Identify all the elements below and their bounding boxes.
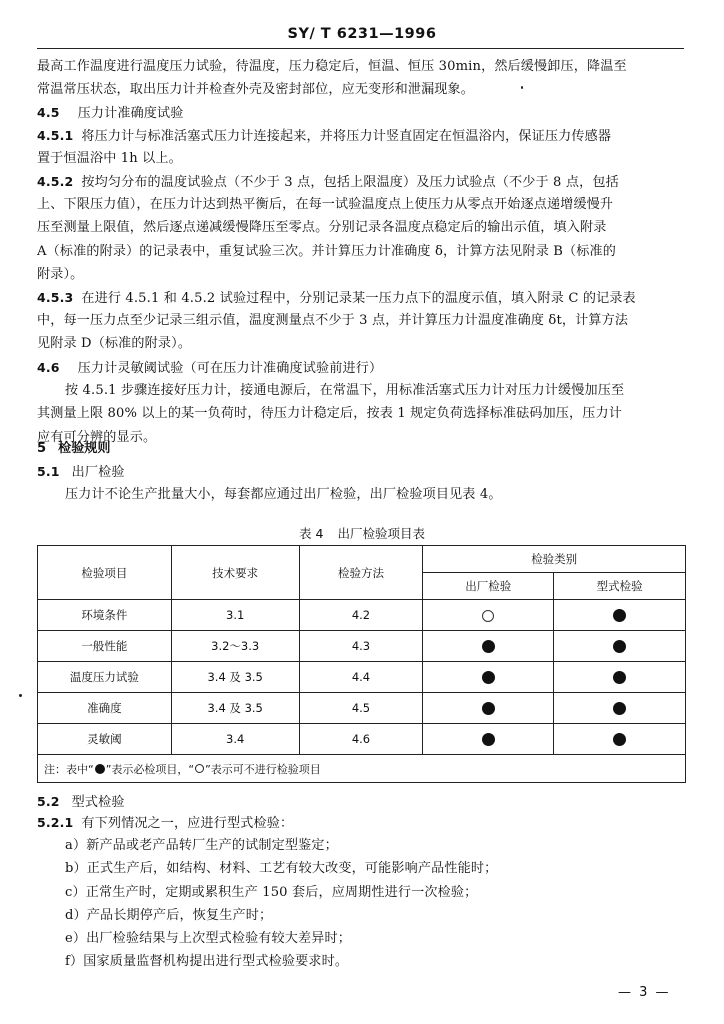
header-method: 检验方法 bbox=[299, 546, 423, 600]
text-line: 在进行 4.5.1 和 4.5.2 试验过程中，分别记录某一压力点下的温度示值，填入附录 C 的记录表 bbox=[81, 291, 636, 306]
cell-requirement: 3.1 bbox=[171, 600, 299, 631]
clause-number: 4.5.2 bbox=[37, 174, 74, 189]
table-caption bbox=[0, 524, 724, 542]
text-line: 上、下限压力值），在压力计达到热平衡后，在每一试验温度点上使压力从零点开始逐点递增缓慢升 bbox=[37, 197, 614, 213]
clause-4-5-3 bbox=[37, 286, 684, 356]
text-line: 应有可分辨的显示。 bbox=[37, 429, 157, 445]
cell-requirement: 3.2～3.3 bbox=[171, 631, 299, 662]
list-item: c）正常生产时，定期或累积生产 150 套后，应周期性进行一次检验； bbox=[65, 884, 478, 900]
required-dot-icon bbox=[613, 640, 626, 653]
header-type-inspection: 型式检验 bbox=[554, 573, 686, 600]
table-row bbox=[38, 693, 686, 724]
header-factory-inspection: 出厂检验 bbox=[423, 573, 554, 600]
cell-method: 4.5 bbox=[299, 693, 423, 724]
cell-type bbox=[554, 724, 686, 755]
list-item: e）出厂检验结果与上次型式检验有较大差异时； bbox=[65, 930, 352, 946]
note-text: 注：表中“ bbox=[44, 762, 94, 776]
section-number: 5.1 bbox=[37, 464, 60, 479]
cell-factory bbox=[423, 600, 554, 631]
clause-number: 4.5.3 bbox=[37, 290, 74, 305]
cell-type bbox=[554, 631, 686, 662]
text-line: 压力计不论生产批量大小，每套都应通过出厂检验，出厂检验项目见表 4。 bbox=[65, 487, 502, 503]
cell-type bbox=[554, 600, 686, 631]
cell-factory bbox=[423, 693, 554, 724]
cell-item: 准确度 bbox=[38, 693, 172, 724]
chapter-number: 5 bbox=[37, 441, 47, 456]
section-number: 4.5 bbox=[37, 105, 60, 120]
text-line: 附录）。 bbox=[37, 266, 84, 282]
table-number: 表 4 bbox=[299, 526, 324, 541]
table-row bbox=[38, 662, 686, 693]
clause-4-5-2 bbox=[37, 170, 684, 286]
chapter-5-heading bbox=[37, 437, 111, 456]
list-item: d）产品长期停产后，恢复生产时； bbox=[65, 907, 273, 923]
required-dot-icon bbox=[613, 733, 626, 746]
text-line: 将压力计与标准活塞式压力计连接起来，并将压力计竖直固定在恒温浴内，保证压力传感器 bbox=[81, 129, 612, 144]
cell-factory bbox=[423, 662, 554, 693]
text-line: 其测量上限 80% 以上的某一负荷时，待压力计稳定后，按表 1 规定负荷选择标准砝码加压，压力计 bbox=[37, 406, 623, 422]
chapter-title: 检验规则 bbox=[58, 441, 111, 456]
header-category: 检验类别 bbox=[423, 546, 686, 573]
header-requirement: 技术要求 bbox=[171, 546, 299, 600]
cell-method: 4.4 bbox=[299, 662, 423, 693]
table-row bbox=[38, 724, 686, 755]
text-line: 按 4.5.1 步骤连接好压力计，接通电源后，在常温下，用标准活塞式压力计对压力计缓慢加压至 bbox=[65, 383, 625, 399]
required-dot-icon bbox=[95, 764, 105, 774]
section-title: 压力计准确度试验 bbox=[77, 106, 184, 121]
clause-5-2-1 bbox=[37, 811, 684, 973]
text-line: 有下列情况之一，应进行型式检验： bbox=[81, 816, 294, 831]
cell-method: 4.2 bbox=[299, 600, 423, 631]
table-row bbox=[38, 600, 686, 631]
cell-requirement: 3.4 及 3.5 bbox=[171, 693, 299, 724]
inspection-items-table bbox=[37, 545, 686, 783]
table-note-row bbox=[38, 755, 686, 783]
section-number: 4.6 bbox=[37, 360, 60, 375]
text-line: 置于恒温浴中 1h 以上。 bbox=[37, 151, 182, 167]
cell-requirement: 3.4 bbox=[171, 724, 299, 755]
text-line: 见附录 D（标准的附录）。 bbox=[37, 336, 192, 352]
cell-type bbox=[554, 693, 686, 724]
cell-item: 环境条件 bbox=[38, 600, 172, 631]
required-dot-icon bbox=[482, 671, 495, 684]
section-title: 型式检验 bbox=[71, 795, 125, 810]
text-line: 中，每一压力点至少记录三组示值，温度测量点不少于 3 点，并计算压力计温度准确度 δt，计算方法 bbox=[37, 313, 629, 329]
scan-speck bbox=[521, 86, 523, 89]
cell-item: 温度压力试验 bbox=[38, 662, 172, 693]
required-dot-icon bbox=[482, 640, 495, 653]
text-line: 按均匀分布的温度试验点（不少于 3 点，包括上限温度）及压力试验点（不少于 8 点，包括 bbox=[81, 175, 619, 190]
optional-circle-icon bbox=[482, 610, 494, 622]
cell-method: 4.3 bbox=[299, 631, 423, 662]
list-item: a）新产品或老产品转厂生产的试制定型鉴定； bbox=[65, 838, 338, 854]
section-4-6 bbox=[37, 356, 684, 449]
clause-number: 4.5.1 bbox=[37, 128, 74, 143]
page-header: SY/ T 6231—1996 bbox=[287, 26, 437, 42]
text-line: 常温常压状态，取出压力计并检查外壳及密封部位，应无变形和泄漏现象。 bbox=[37, 82, 475, 98]
required-dot-icon bbox=[613, 671, 626, 684]
scan-speck bbox=[19, 694, 22, 697]
section-5-1 bbox=[37, 460, 684, 506]
optional-circle-icon bbox=[195, 764, 204, 773]
text-line: 最高工作温度进行温度压力试验，待温度，压力稳定后，恒温、恒压 30min，然后缓慢卸压，降温至 bbox=[37, 59, 627, 74]
section-number: 5.2 bbox=[37, 794, 60, 809]
header-rule bbox=[37, 48, 684, 49]
text-line: 压至测量上限值，然后逐点递减缓慢降压至零点。分别记录各温度点稳定后的输出示值，填入附录 bbox=[37, 220, 607, 236]
required-dot-icon bbox=[482, 702, 495, 715]
required-dot-icon bbox=[482, 733, 495, 746]
table-row bbox=[38, 631, 686, 662]
note-text: ”表示可不进行检验项目 bbox=[205, 762, 321, 776]
cell-item: 一般性能 bbox=[38, 631, 172, 662]
list-item: f）国家质量监督机构提出进行型式检验要求时。 bbox=[65, 954, 349, 970]
cell-item: 灵敏阈 bbox=[38, 724, 172, 755]
table-title: 出厂检验项目表 bbox=[337, 526, 425, 541]
cell-method: 4.6 bbox=[299, 724, 423, 755]
header-item: 检验项目 bbox=[38, 546, 172, 600]
section-title: 压力计灵敏阈试验（可在压力计准确度试验前进行） bbox=[77, 361, 383, 376]
required-dot-icon bbox=[613, 609, 626, 622]
note-text: ”表示必检项目，“ bbox=[105, 762, 195, 776]
continued-paragraph bbox=[37, 55, 684, 101]
page-number: — 3 — bbox=[618, 985, 671, 1000]
section-title: 出厂检验 bbox=[71, 465, 125, 480]
cell-type bbox=[554, 662, 686, 693]
required-dot-icon bbox=[613, 702, 626, 715]
cell-factory bbox=[423, 631, 554, 662]
list-item: b）正式生产后，如结构、材料、工艺有较大改变，可能影响产品性能时； bbox=[65, 861, 498, 877]
cell-factory bbox=[423, 724, 554, 755]
table-note bbox=[38, 755, 686, 783]
clause-number: 5.2.1 bbox=[37, 815, 74, 830]
text-line: A（标准的附录）的记录表中，重复试验三次。并计算压力计准确度 δ，计算方法见附录 B（标准的 bbox=[37, 243, 617, 259]
clause-4-5-1 bbox=[37, 124, 684, 170]
section-5-2-heading bbox=[37, 790, 684, 813]
cell-requirement: 3.4 及 3.5 bbox=[171, 662, 299, 693]
section-4-5-heading bbox=[37, 101, 684, 124]
